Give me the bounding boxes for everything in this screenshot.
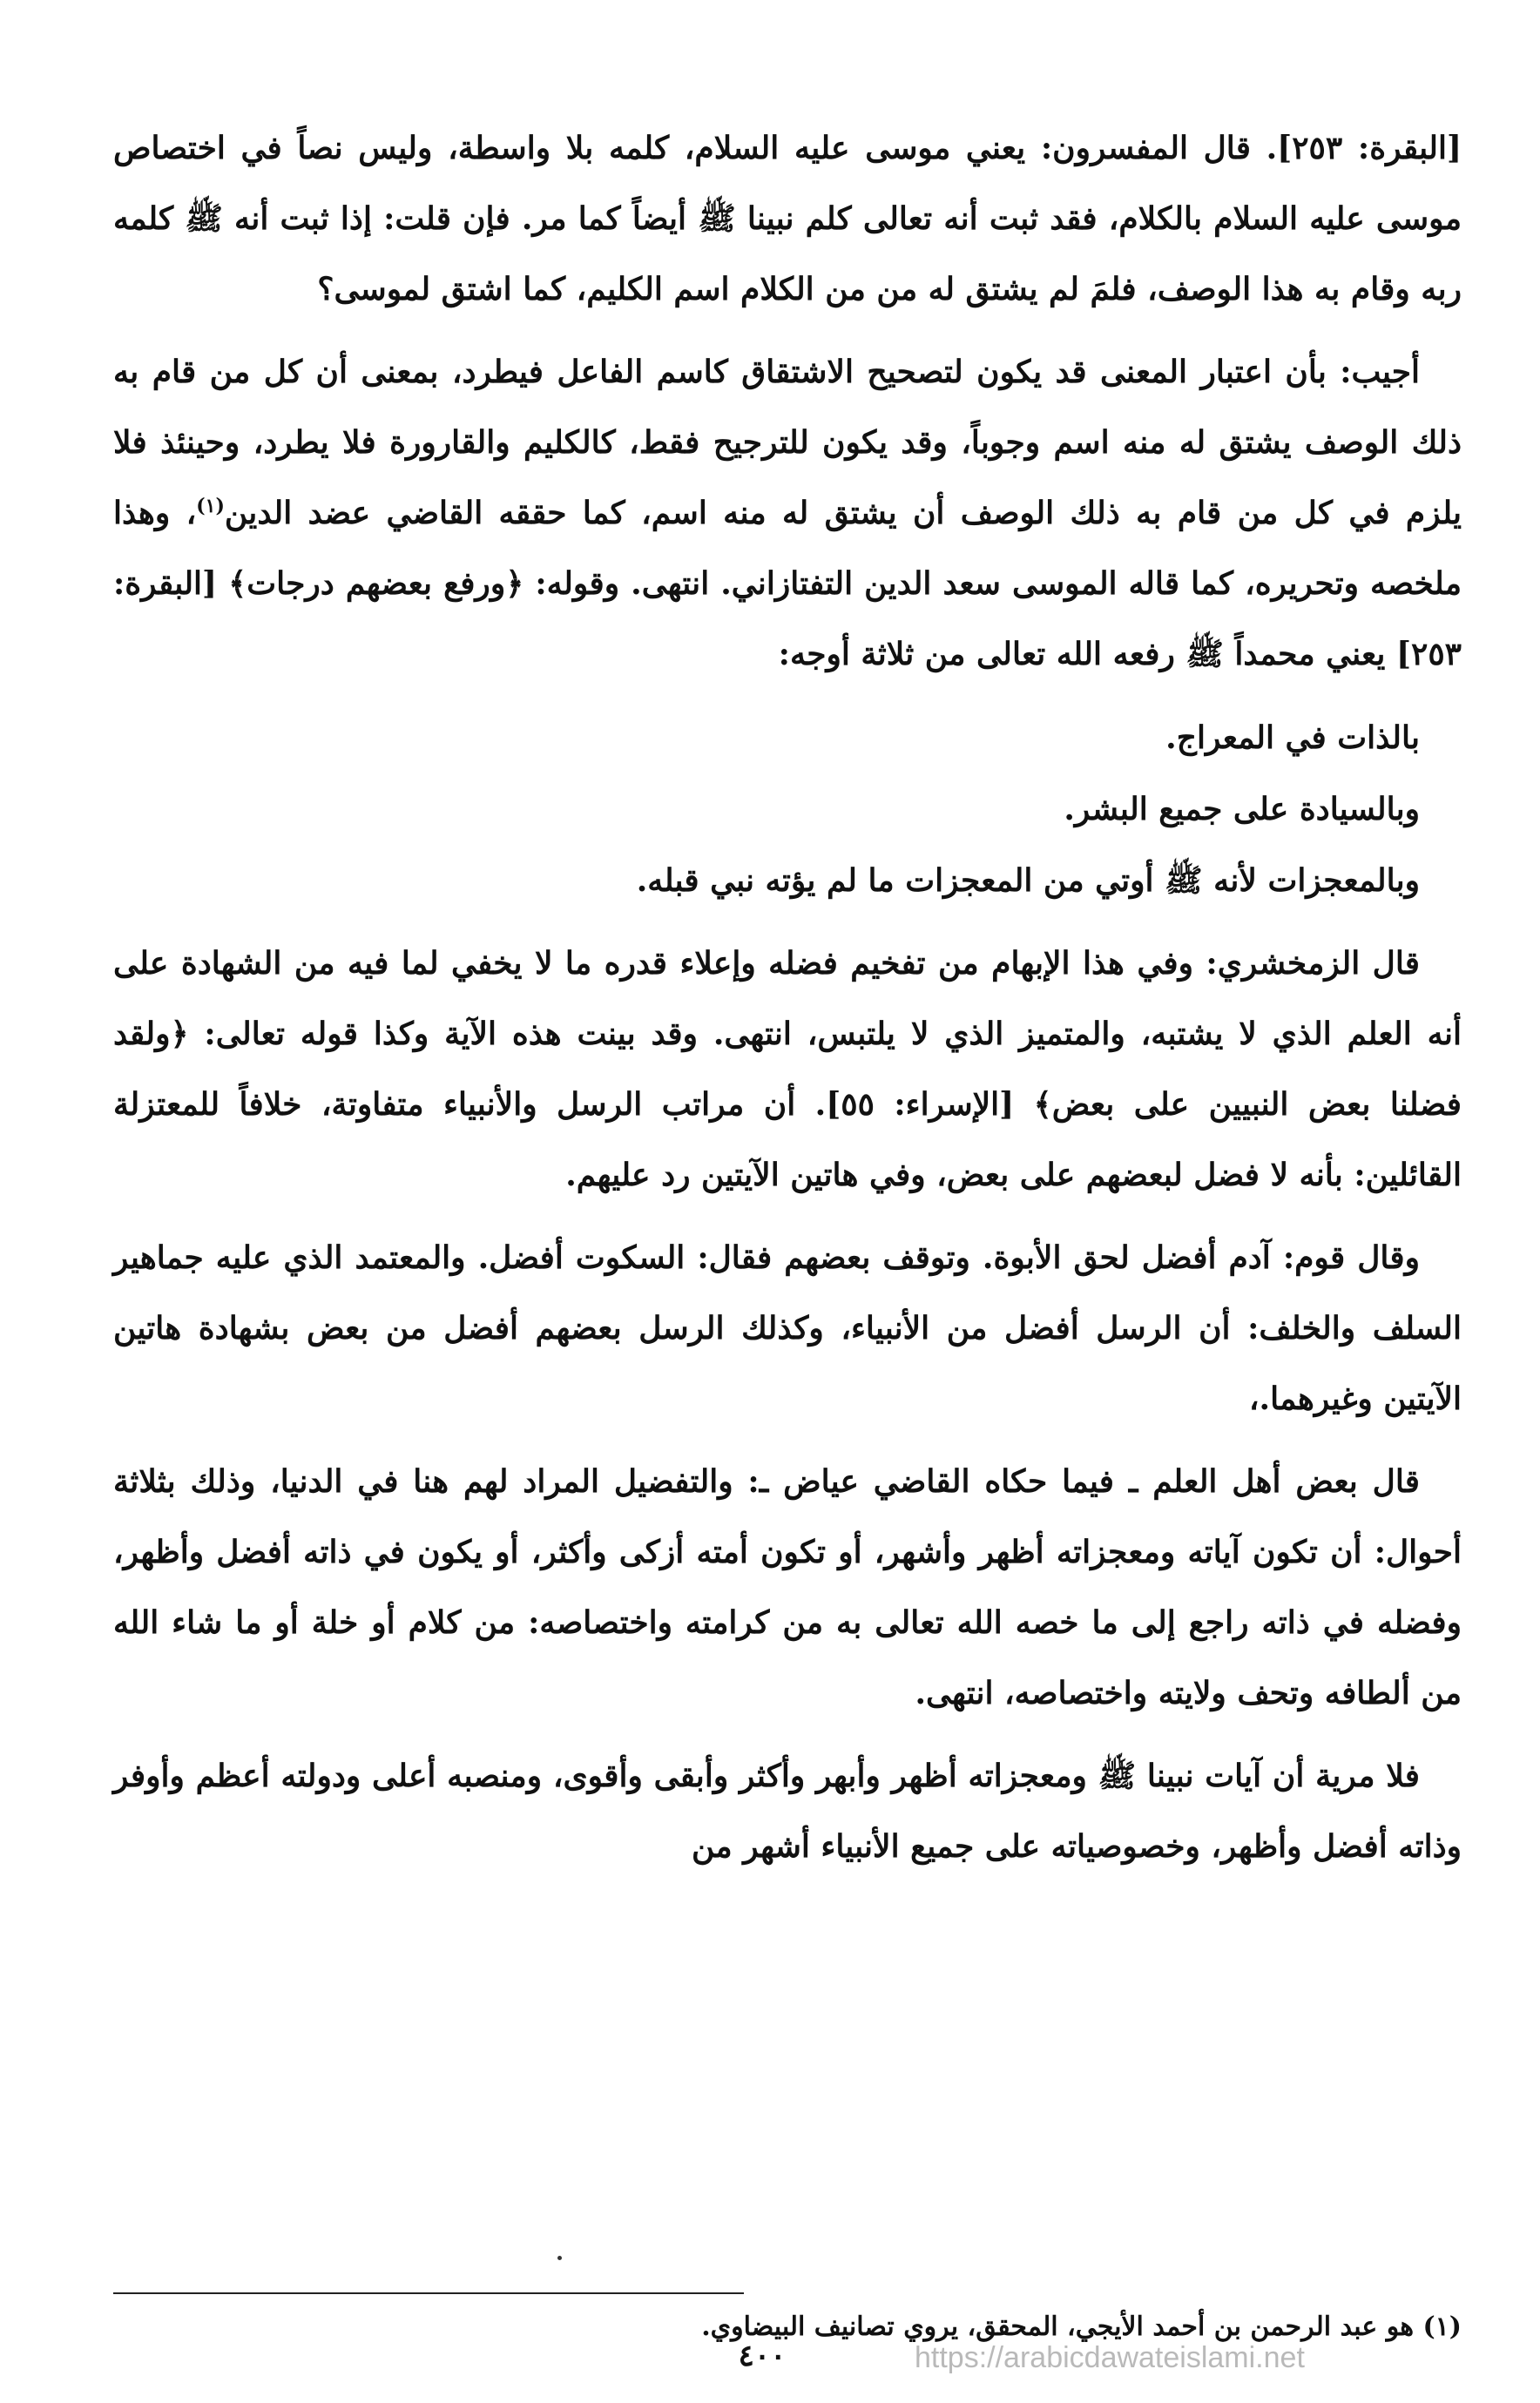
list-item: وبالسيادة على جميع البشر.	[1064, 791, 1420, 827]
paragraph-2-text-a: أجيب: بأن اعتبار المعنى قد يكون لتصحيح الاشتقاق كاسم الفاعل فيطرد، بمعنى أن كل من قام به ذلك الوصف يشتق له منه اسم وجوباً، وقد يكون للترجيح فقط، كالكليم والقارورة فلا يطرد، وحينئذ فلا يلزم في كل من قام به ذلك الوصف أن يشتق له منه اسم، كما حققه القاضي عضد الدين	[113, 354, 1462, 531]
paragraph-2-text-b: ، وهذا ملخصه وتحريره، كما قاله الموسى سعد الدين التفتازاني. انتهى. وقوله: ﴿ورفع بعضهم درجات﴾ [البقرة: ٢٥٣] يعني محمداً ﷺ رفعه الله تعالى من ثلاثة أوجه:	[113, 495, 1462, 672]
footnote: (١) هو عبد الرحمن بن أحمد الأيجي، المحقق، يروي تصانيف البيضاوي.	[701, 2312, 1462, 2342]
paragraph-2	[113, 337, 1462, 690]
stray-dot	[557, 2256, 562, 2260]
paragraph-1: [البقرة: ٢٥٣]. قال المفسرون: يعني موسى عليه السلام، كلمه بلا واسطة، وليس نصاً في اختصاص موسى عليه السلام بالكلام، فقد ثبت أنه تعالى كلم نبينا ﷺ أيضاً كما مر. فإن قلت: إذا ثبت أنه ﷺ كلمه ربه وقام به هذا الوصف، فلمَ لم يشتق له من من الكلام اسم الكليم، كما اشتق لموسى؟	[113, 130, 1462, 307]
footnote-reference[interactable]: (١)	[196, 495, 225, 517]
paragraph-4: وقال قوم: آدم أفضل لحق الأبوة. وتوقف بعضهم فقال: السكوت أفضل. والمعتمد الذي عليه جماهير السلف والخلف: أن الرسل أفضل من الأنبياء، وكذلك الرسل بعضهم أفضل من بعض بشهادة هاتين الآيتين وغيرهما.،	[113, 1239, 1462, 1417]
list-item: بالذات في المعراج.	[1165, 719, 1420, 756]
paragraph-3: قال الزمخشري: وفي هذا الإبهام من تفخيم فضله وإعلاء قدره ما لا يخفي لما فيه من الشهادة على أنه العلم الذي لا يشتبه، والمتميز الذي لا يلتبس، انتهى. وقد بينت هذه الآية وكذا قوله تعالى: ﴿ولقد فضلنا بعض النبيين على بعض﴾ [الإسراء: ٥٥]. أن مراتب الرسل والأنبياء متفاوتة، خلافاً للمعتزلة القائلين: بأنه لا فضل لبعضهم على بعض، وفي هاتين الآيتين رد عليهم.	[113, 945, 1462, 1193]
paragraph-5: قال بعض أهل العلم ـ فيما حكاه القاضي عياض ـ: والتفضيل المراد لهم هنا في الدنيا، وذلك بثلاثة أحوال: أن تكون آياته ومعجزاته أظهر وأشهر، أو تكون أمته أزكى وأكثر، أو يكون في ذاته أفضل وأظهر، وفضله في ذاته راجع إلى ما خصه الله تعالى به من كرامته واختصاصه: من كلام أو خلة أو ما شاء الله من ألطافه وتحف ولايته واختصاصه، انتهى.	[113, 1463, 1462, 1711]
page-body	[113, 113, 1462, 2342]
list-item: وبالمعجزات لأنه ﷺ أوتي من المعجزات ما لم يؤته نبي قبله.	[636, 862, 1420, 899]
watermark: https://arabicdawateislami.net	[915, 2341, 1305, 2374]
page-number: ٤٠٠	[738, 2339, 787, 2373]
footnote-divider	[113, 2292, 744, 2294]
paragraph-6: فلا مرية أن آيات نبينا ﷺ ومعجزاته أظهر وأبهر وأكثر وأبقى وأقوى، ومنصبه أعلى ودولته أعظم وأوفر وذاته أفضل وأظهر، وخصوصياته على جميع الأنبياء أشهر من	[113, 1758, 1462, 1865]
